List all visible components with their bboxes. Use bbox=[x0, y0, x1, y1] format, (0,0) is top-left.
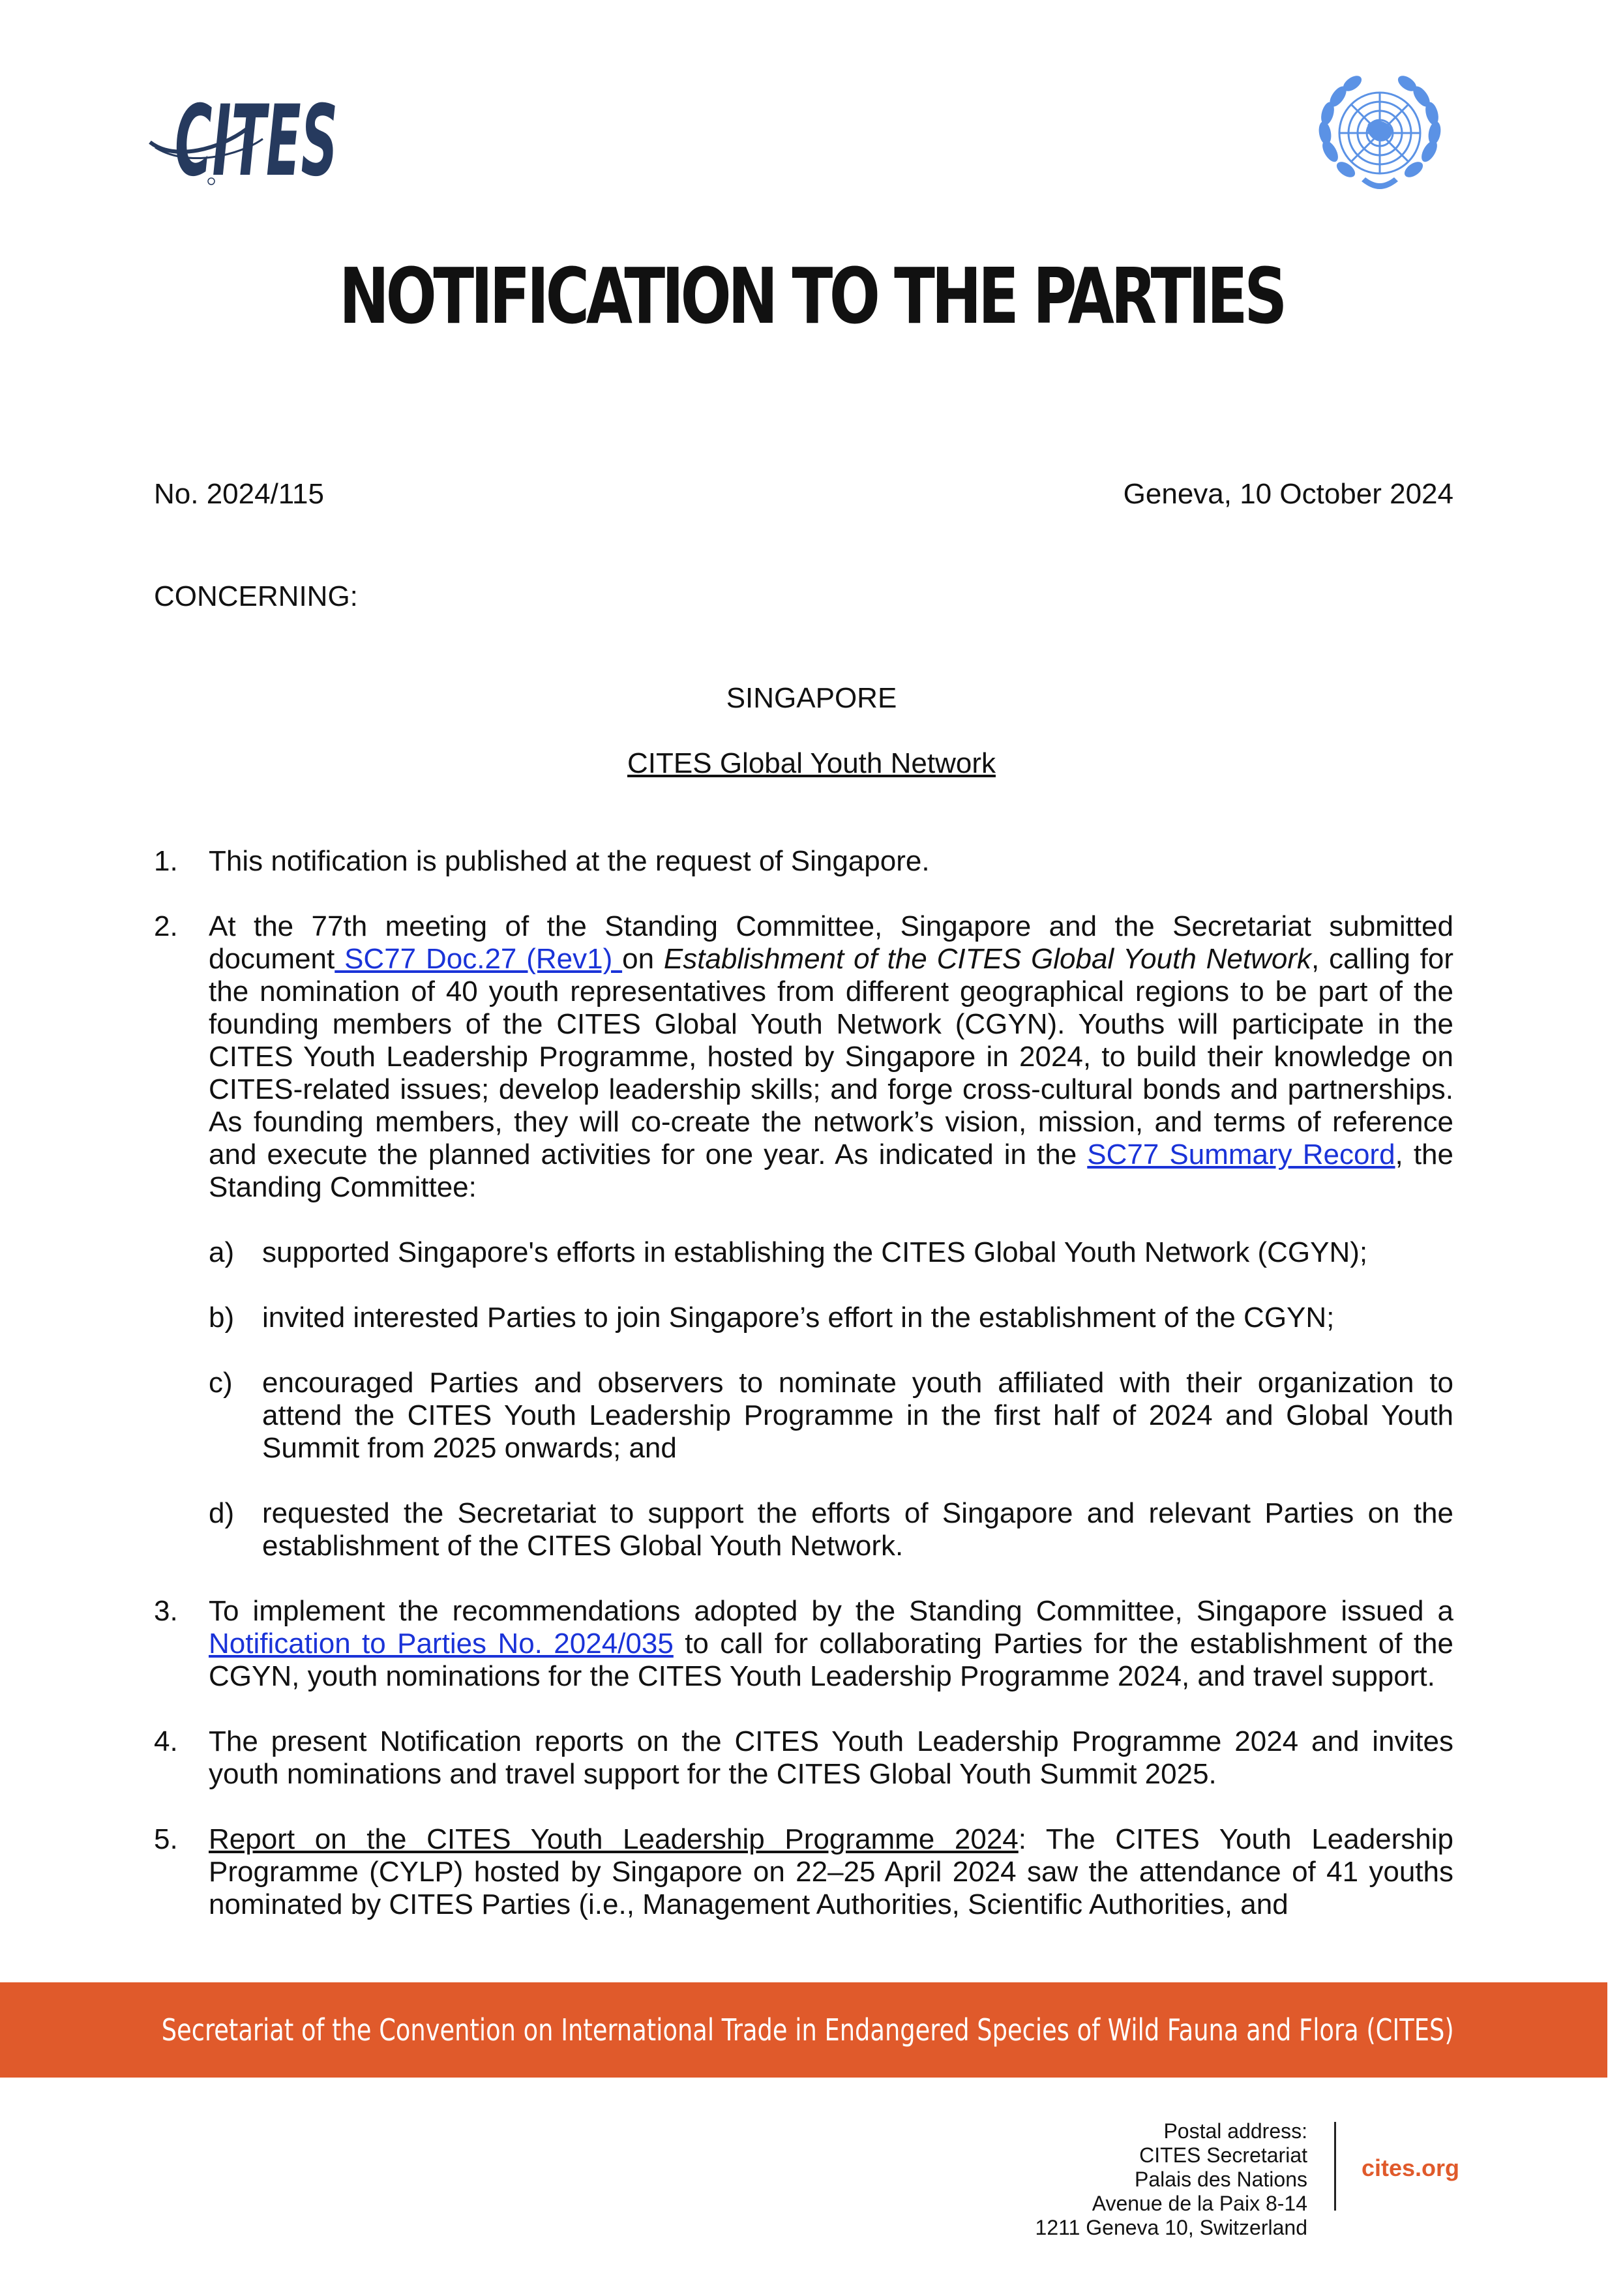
paragraph-text: to call for collaborating Parties for the establishment of the CGYN, youth nominations for the CITES Youth Leadership Programme 2024, and travel support. bbox=[209, 1628, 1454, 1692]
page-title: NOTIFICATION TO THE PARTIES bbox=[339, 251, 1284, 341]
list-item bbox=[209, 1236, 1453, 1269]
list-item-letter: b) bbox=[209, 1302, 235, 1334]
list-item-text: requested the Secretariat to support the efforts of Singapore and relevant Parties on the establishment of the CITES Global Youth Network. bbox=[262, 1497, 1453, 1562]
list-item-letter: a) bbox=[209, 1236, 235, 1268]
address-line: 1211 Geneva 10, Switzerland bbox=[1035, 2216, 1307, 2239]
notification-number: No. 2024/115 bbox=[154, 478, 324, 510]
footer-divider bbox=[1334, 2122, 1336, 2211]
subject-country: SINGAPORE bbox=[726, 682, 897, 714]
paragraph-number: 5. bbox=[154, 1823, 178, 1855]
paragraph-text: : The CITES Youth Leadership Programme (CYLP) hosted by Singapore on 22–25 April 2024 saw the attendance of 41 youths nominated by CITES Parties (i.e., Management Authorities, Scientific Authorities, and bbox=[209, 1823, 1454, 1920]
list-item-letter: d) bbox=[209, 1497, 235, 1529]
subject-topic bbox=[0, 747, 1623, 780]
standing-committee-list bbox=[209, 1236, 1453, 1562]
list-item-text: encouraged Parties and observers to nominate youth affiliated with their organization to attend the CITES Youth Leadership Programme in the first half of 2024 and Global Youth Summit from 2025 onwards; and bbox=[262, 1367, 1453, 1464]
paragraph-text: At the 77th meeting of the Standing Committee, Singapore and the Secretariat submitted document bbox=[209, 910, 1453, 975]
sc77-summary-record-link[interactable]: SC77 Summary Record bbox=[1087, 1139, 1395, 1170]
address-line: Palais des Nations bbox=[1134, 2168, 1307, 2191]
paragraph-text: on bbox=[622, 943, 664, 975]
paragraph-number: 4. bbox=[154, 1725, 178, 1757]
paragraph-heading: Report on the CITES Youth Leadership Programme 2024 bbox=[209, 1823, 1019, 1855]
paragraph-5 bbox=[154, 1823, 1453, 1921]
paragraph-2 bbox=[154, 910, 1453, 1562]
cites-logo bbox=[149, 77, 344, 198]
sc77-doc27-link[interactable]: SC77 Doc.27 (Rev1) bbox=[335, 943, 623, 975]
un-emblem-icon bbox=[1309, 73, 1450, 197]
address-line: Avenue de la Paix 8-14 bbox=[1092, 2192, 1307, 2215]
footer-banner-text: Secretariat of the Convention on International Trade in Endangered Species of Wild Fauna and Flora (CITES) bbox=[161, 2012, 1454, 2048]
paragraph-text: This notification is published at the request of Singapore. bbox=[209, 845, 930, 877]
subject-topic-text: CITES Global Youth Network bbox=[627, 747, 996, 779]
footer-banner bbox=[0, 1982, 1607, 2078]
place-date: Geneva, 10 October 2024 bbox=[1123, 478, 1453, 510]
cites-logo-wordmark: CITES bbox=[175, 85, 338, 198]
list-item-text: invited interested Parties to join Singapore’s effort in the establishment of the CGYN; bbox=[262, 1302, 1335, 1334]
paragraph-number: 1. bbox=[154, 845, 178, 877]
paragraph-number: 3. bbox=[154, 1595, 178, 1627]
paragraph-text: To implement the recommendations adopted by the Standing Committee, Singapore issued a bbox=[209, 1595, 1453, 1627]
document-title-italic: Establishment of the CITES Global Youth Network bbox=[663, 943, 1312, 975]
paragraph-number: 2. bbox=[154, 910, 178, 942]
postal-address bbox=[1035, 2119, 1307, 2240]
concerning-label: CONCERNING: bbox=[154, 580, 358, 612]
paragraph-4 bbox=[154, 1725, 1453, 1791]
list-item bbox=[209, 1302, 1453, 1334]
address-line: Postal address: bbox=[1163, 2119, 1307, 2143]
list-item bbox=[209, 1497, 1453, 1562]
website-link[interactable]: cites.org bbox=[1362, 2154, 1460, 2181]
address-line: CITES Secretariat bbox=[1139, 2143, 1307, 2167]
paragraph-3 bbox=[154, 1595, 1453, 1693]
paragraph-text: , the Standing Committee: bbox=[209, 1139, 1453, 1203]
notification-2024-035-link[interactable]: Notification to Parties No. 2024/035 bbox=[209, 1628, 674, 1660]
list-item-text: supported Singapore's efforts in establishing the CITES Global Youth Network (CGYN); bbox=[262, 1236, 1368, 1268]
notification-body bbox=[154, 845, 1453, 1954]
list-item bbox=[209, 1367, 1453, 1465]
paragraph-1 bbox=[154, 845, 1453, 878]
list-item-letter: c) bbox=[209, 1367, 233, 1399]
paragraph-text: , calling for the nomination of 40 youth representatives from different geographical regions to be part of the founding members of the CITES Global Youth Network (CGYN). Youths will participate in the CITES Youth Leadership Programme, hosted by Singapore in 2024, to build their knowledge on CITES-related issues; develop leadership skills; and forge cross-cultural bonds and partnerships. As founding members, they will co-create the network’s vision, mission, and terms of reference and execute the planned activities for one year. As indicated in the bbox=[209, 943, 1454, 1170]
paragraph-text: The present Notification reports on the CITES Youth Leadership Programme 2024 and invites youth nominations and travel support for the CITES Global Youth Summit 2025. bbox=[209, 1725, 1453, 1790]
